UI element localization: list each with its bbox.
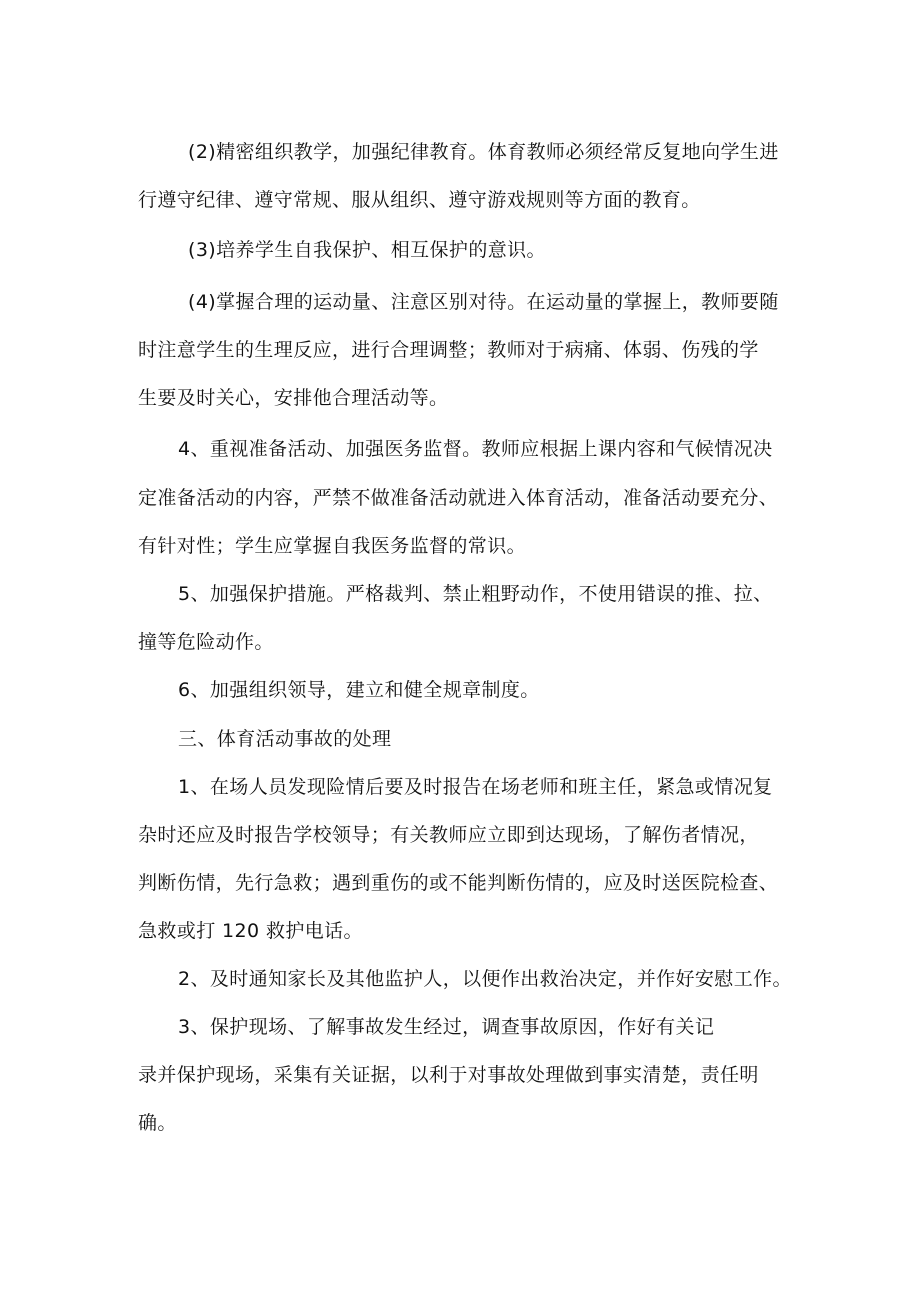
step-1-line-1: 1、在场人员发现险情后要及时报告在场老师和班主任，紧急或情况复: [178, 776, 773, 798]
step-3-line-3: 确。: [138, 1112, 177, 1134]
step-3-line-2: 录并保护现场，采集有关证据，以利于对事故处理做到事实清楚，责任明: [138, 1064, 759, 1086]
item-5-line-2: 撞等危险动作。: [138, 631, 274, 653]
item-4-line-1: 4、重视准备活动、加强医务监督。教师应根据上课内容和气候情况决: [178, 438, 773, 460]
para-3-line-1: (3)培养学生自我保护、相互保护的意识。: [188, 239, 546, 261]
para-4-line-2: 时注意学生的生理反应，进行合理调整；教师对于病痛、体弱、伤残的学: [138, 339, 759, 361]
section-heading: 三、体育活动事故的处理: [178, 728, 392, 750]
step-1-line-2: 杂时还应及时报告学校领导；有关教师应立即到达现场，了解伤者情况，: [138, 824, 759, 846]
item-4-line-3: 有针对性；学生应掌握自我医务监督的常识。: [138, 535, 527, 557]
para-4-line-3: 生要及时关心，安排他合理活动等。: [138, 387, 449, 409]
item-4-line-2: 定准备活动的内容，严禁不做准备活动就进入体育活动，准备活动要充分、: [138, 487, 779, 509]
para-2-line-2: 行遵守纪律、遵守常规、服从组织、遵守游戏规则等方面的教育。: [138, 189, 701, 211]
para-2-line-1: (2)精密组织教学，加强纪律教育。体育教师必须经常反复地向学生进: [188, 141, 779, 163]
step-3-line-1: 3、保护现场、了解事故发生经过，调查事故原因，作好有关记: [178, 1016, 715, 1038]
para-4-line-1: (4)掌握合理的运动量、注意区别对待。在运动量的掌握上，教师要随: [188, 291, 779, 313]
step-2-line-1: 2、及时通知家长及其他监护人，以便作出救治决定，并作好安慰工作。: [178, 968, 792, 990]
item-5-line-1: 5、加强保护措施。严格裁判、禁止粗野动作，不使用错误的推、拉、: [178, 583, 773, 605]
step-1-line-3: 判断伤情，先行急救；遇到重伤的或不能判断伤情的，应及时送医院检查、: [138, 872, 779, 894]
step-1-line-4: 急救或打 120 救护电话。: [138, 920, 363, 942]
item-6-line-1: 6、加强组织领导，建立和健全规章制度。: [178, 679, 540, 701]
